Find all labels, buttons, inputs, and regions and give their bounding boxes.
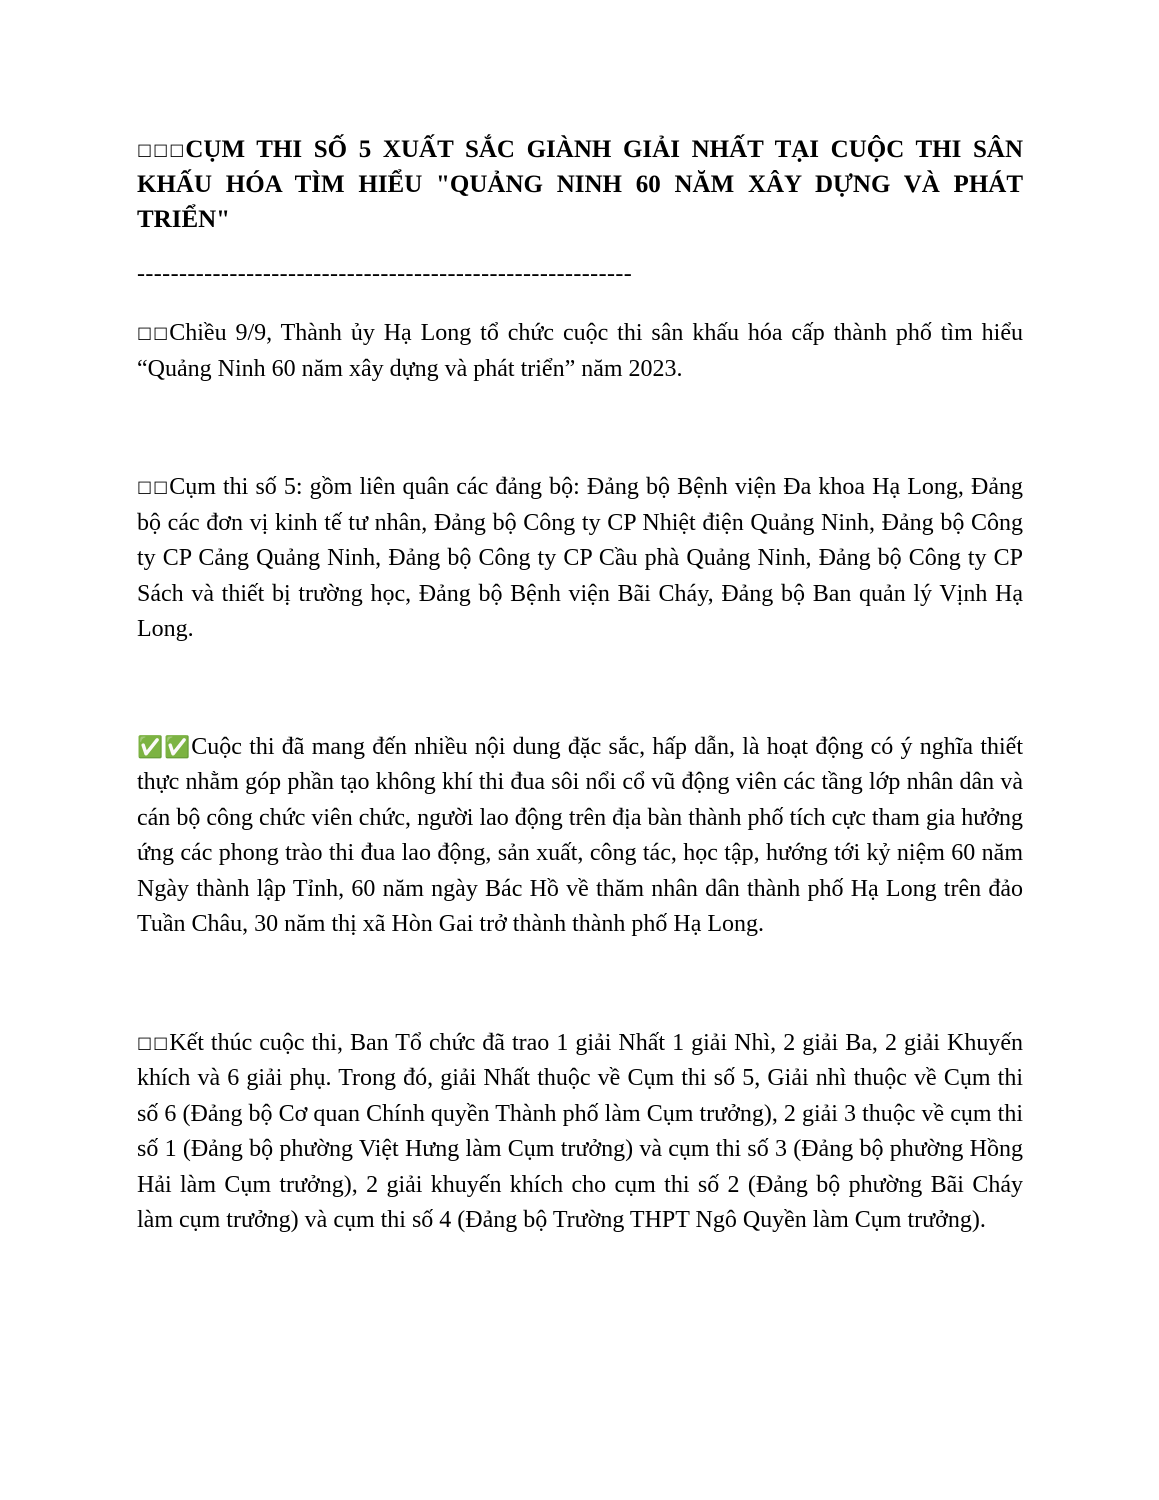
document-title-text: CỤM THI SỐ 5 XUẤT SẮC GIÀNH GIẢI NHẤT TẠI CUỘC THI SÂN KHẤU HÓA TÌM HIỂU "QUẢNG NINH 60 NĂM XÂY DỰNG VÀ PHÁT TRIỂN" bbox=[137, 136, 1023, 233]
paragraph-text: Cuộc thi đã mang đến nhiều nội dung đặc sắc, hấp dẫn, là hoạt động có ý nghĩa thiết thực nhằm góp phần tạo không khí thi đua sôi nổi cổ vũ động viên các tầng lớp nhân dân và cán bộ công chức viên chức, người lao động trên địa bàn thành phố tích cực tham gia hưởng ứng các phong trào thi đua lao động, sản xuất, công tác, học tập, hướng tới kỷ niệm 60 năm Ngày thành lập Tỉnh, 60 năm ngày Bác Hồ về thăm nhân dân thành phố Hạ Long trên đảo Tuần Châu, 30 năm thị xã Hòn Gai trở thành thành phố Hạ Long. bbox=[137, 733, 1023, 937]
paragraph-text: Cụm thi số 5: gồm liên quân các đảng bộ: Đảng bộ Bệnh viện Đa khoa Hạ Long, Đảng bộ các đơn vị kinh tế tư nhân, Đảng bộ Công ty CP Nhiệt điện Quảng Ninh, Đảng bộ Công ty CP Cảng Quảng Ninh, Đảng bộ Công ty CP Cầu phà Quảng Ninh, Đảng bộ Công ty CP Sách và thiết bị trường học, Đảng bộ Bệnh viện Bãi Cháy, Đảng bộ Ban quản lý Vịnh Hạ Long. bbox=[137, 474, 1023, 642]
paragraph-contest-meaning bbox=[137, 730, 1023, 943]
missing-glyph-icon: □□ bbox=[137, 1032, 170, 1052]
missing-glyph-icon: □□□ bbox=[137, 140, 186, 159]
missing-glyph-icon: □□ bbox=[137, 323, 170, 342]
paragraph-text: Chiều 9/9, Thành ủy Hạ Long tổ chức cuộc thi sân khấu hóa cấp thành phố tìm hiểu “Quảng Ninh 60 năm xây dựng và phát triển” năm 2023. bbox=[137, 320, 1023, 382]
check-mark-icon: ✅✅ bbox=[137, 734, 192, 759]
paragraph-text: Kết thúc cuộc thi, Ban Tổ chức đã trao 1 giải Nhất 1 giải Nhì, 2 giải Ba, 2 giải Khuyến khích và 6 giải phụ. Trong đó, giải Nhất thuộc về Cụm thi số 5, Giải nhì thuộc về Cụm thi số 6 (Đảng bộ Cơ quan Chính quyền Thành phố làm Cụm trưởng), 2 giải 3 thuộc về cụm thi số 1 (Đảng bộ phường Việt Hưng làm Cụm trưởng) và cụm thi số 3 (Đảng bộ phường Hồng Hải làm Cụm trưởng), 2 giải khuyến khích cho cụm thi số 2 (Đảng bộ phường Bãi Cháy làm cụm trưởng) và cụm thi số 4 (Đảng bộ Trường THPT Ngô Quyền làm Cụm trưởng). bbox=[137, 1029, 1023, 1233]
document-body bbox=[137, 132, 1023, 1239]
paragraph-intro bbox=[137, 315, 1023, 387]
dashed-divider: ----------------------------------------------------------- bbox=[137, 261, 633, 287]
missing-glyph-icon: □□ bbox=[137, 477, 170, 496]
document-title bbox=[137, 132, 1023, 237]
paragraph-results bbox=[137, 1025, 1023, 1239]
paragraph-cluster-members bbox=[137, 469, 1023, 648]
